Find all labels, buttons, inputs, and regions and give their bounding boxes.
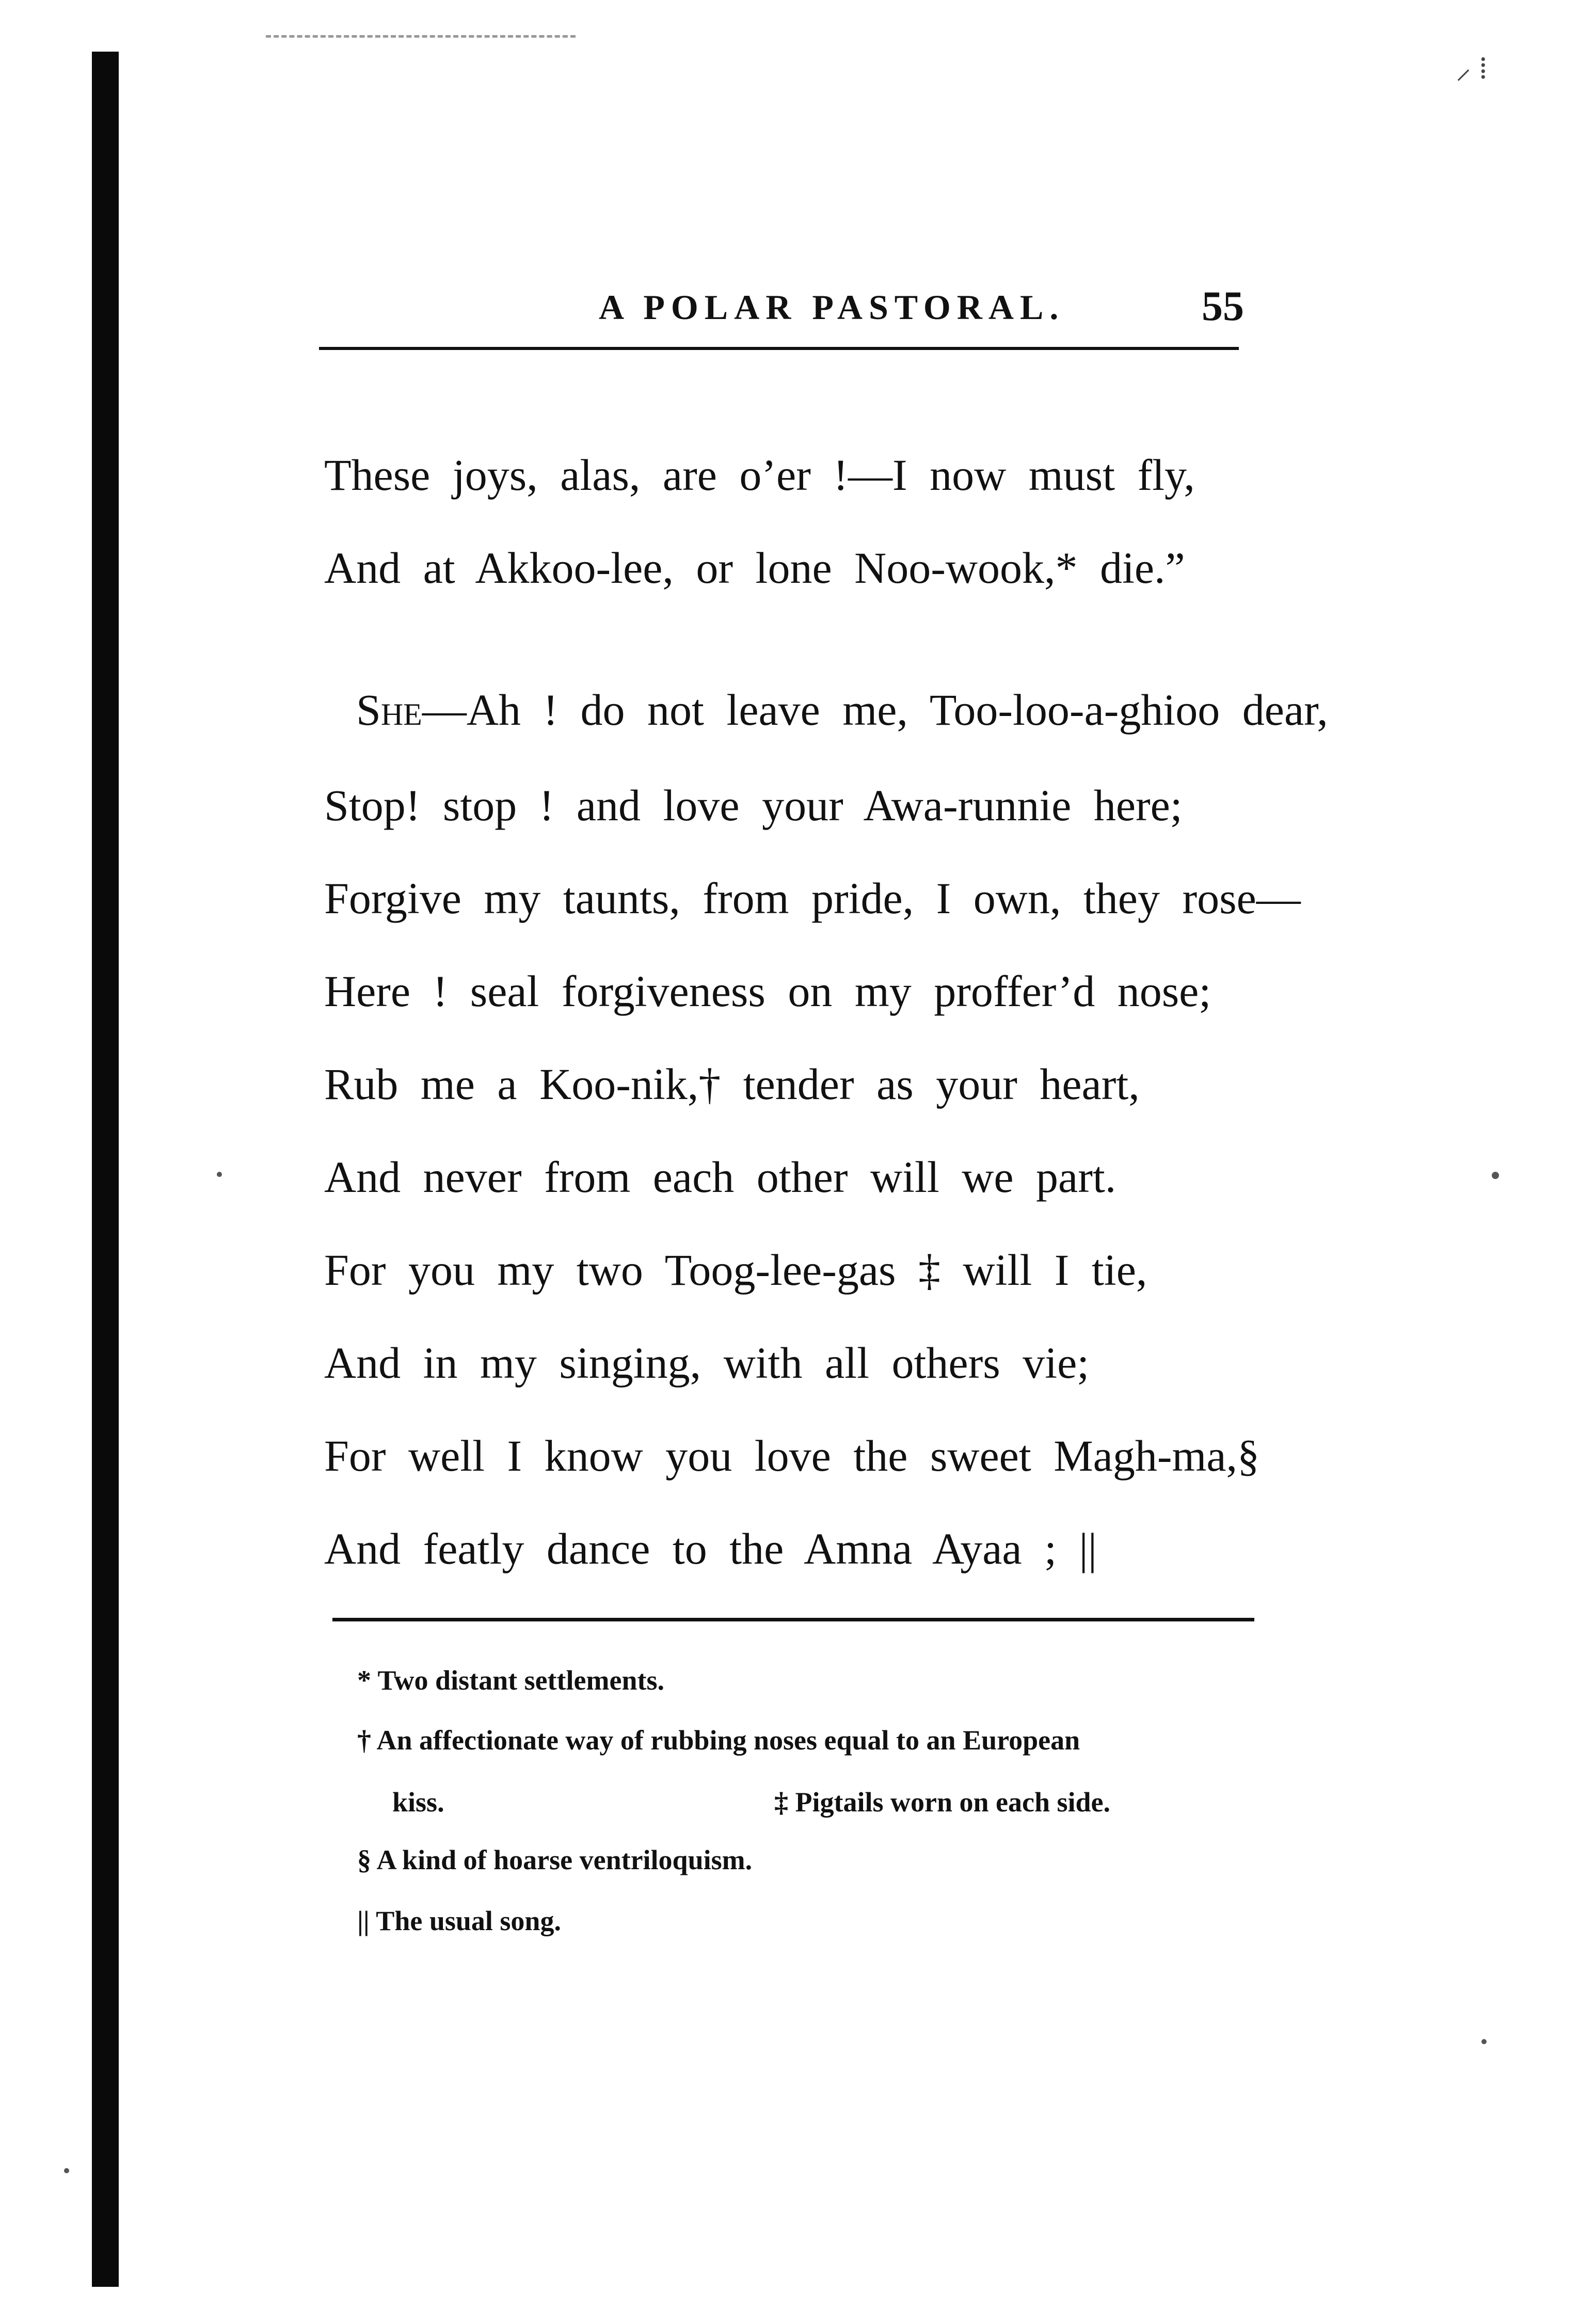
scan-artifact-corner: ⸝ ⁞ xyxy=(1456,51,1488,85)
scan-speck xyxy=(1492,1172,1499,1179)
verse-line: For well I know you love the sweet Magh-ma,§ xyxy=(324,1431,1260,1481)
verse-line: And at Akkoo-lee, or lone Noo-wook,* die.” xyxy=(324,543,1185,593)
footnote-section: § A kind of hoarse ventriloquism. xyxy=(357,1844,753,1875)
scan-speck xyxy=(217,1172,222,1177)
verse-line: Here ! seal forgiveness on my proffer’d nose; xyxy=(324,966,1211,1016)
binding-edge xyxy=(92,52,119,2287)
verse-line: And in my singing, with all others vie; xyxy=(324,1338,1090,1388)
speaker-separator: — xyxy=(422,685,467,735)
running-head: A POLAR PASTORAL. xyxy=(599,288,1065,327)
verse-line: Forgive my taunts, from pride, I own, they rose— xyxy=(324,873,1301,923)
verse-line: And featly dance to the Amna Ayaa ; || xyxy=(324,1524,1097,1573)
scan-speck xyxy=(64,2168,69,2173)
footnote-rule xyxy=(332,1618,1254,1621)
scan-speck xyxy=(1481,2039,1487,2044)
verse-line: For you my two Toog-lee-gas ‡ will I tie, xyxy=(324,1245,1147,1295)
page-number: 55 xyxy=(1202,282,1244,329)
verse-line: Rub me a Koo-nik,† tender as your heart, xyxy=(324,1059,1140,1109)
speech-line xyxy=(356,684,1328,736)
verse-line: And never from each other will we part. xyxy=(324,1152,1116,1202)
footnote-parallel: || The usual song. xyxy=(357,1905,561,1936)
verse-line: These joys, alas, are o’er !—I now must fly, xyxy=(324,450,1195,500)
footnote-dagger-continued: kiss. xyxy=(392,1787,444,1818)
footnote-double-dagger: ‡ Pigtails worn on each side. xyxy=(774,1787,1111,1818)
footnote-star: * Two distant settlements. xyxy=(357,1665,664,1696)
verse-line: Stop! stop ! and love your Awa-runnie here; xyxy=(324,781,1183,830)
footnote-dagger: † An affectionate way of rubbing noses equal to an European xyxy=(357,1725,1080,1756)
scan-artifact-top xyxy=(266,35,576,42)
speech-text: Ah ! do not leave me, Too-loo-a-ghioo dear, xyxy=(466,685,1328,735)
speaker-name: She xyxy=(356,685,422,735)
header-rule xyxy=(319,347,1239,350)
